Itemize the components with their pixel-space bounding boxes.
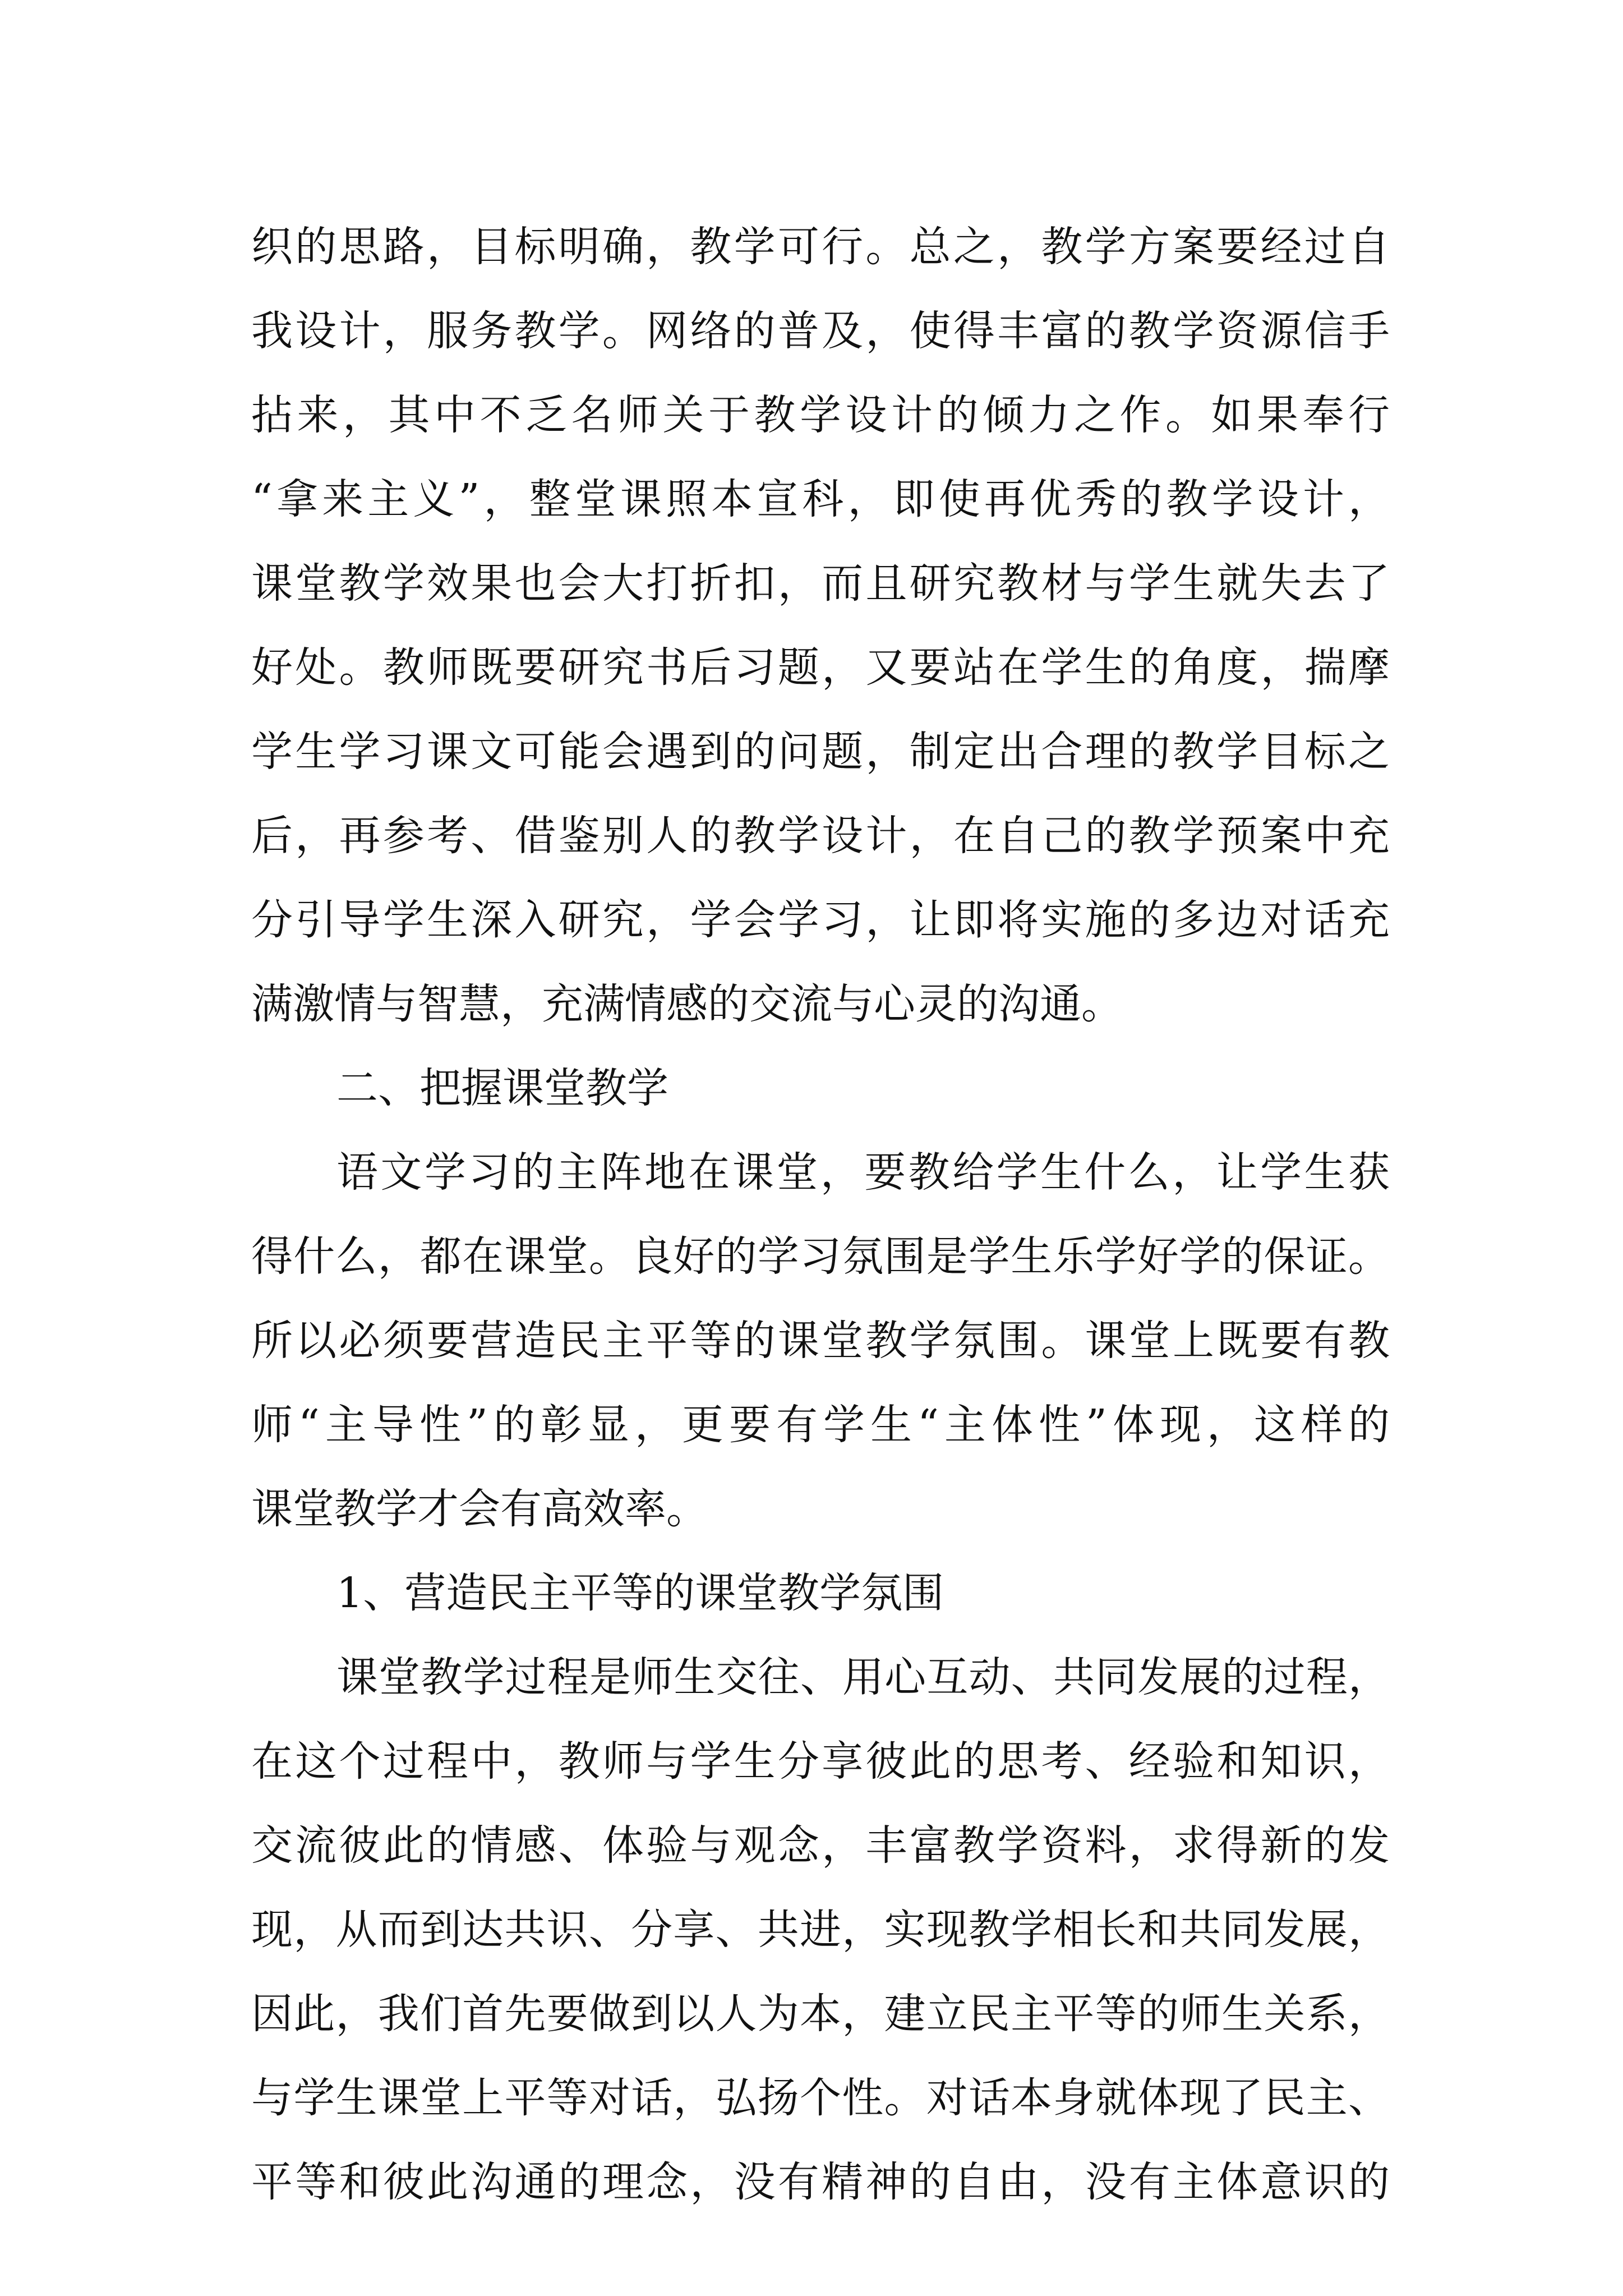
text-line-12: 语文学习的主阵地在课堂，要教给学生什么，让学生获: [336, 1148, 1390, 1197]
text-line-4: “拿来主义”，整堂课照本宣科，即使再优秀的教学设计，: [251, 475, 1390, 523]
subsection-heading: 1、营造民主平等的课堂教学氛围: [336, 1569, 944, 1617]
text-line-9: 分引导学生深入研究，学会学习，让即将实施的多边对话充: [251, 896, 1390, 944]
text-line-8: 后，再参考、借鉴别人的教学设计，在自己的教学预案中充: [251, 812, 1390, 860]
text-line-5: 课堂教学效果也会大打折扣，而且研究教材与学生就失去了: [251, 559, 1390, 608]
text-line-13: 得什么，都在课堂。良好的学习氛围是学生乐学好学的保证。: [251, 1232, 1390, 1281]
text-line-20: 交流彼此的情感、体验与观念，丰富教学资料，求得新的发: [251, 1821, 1390, 1870]
text-line-16: 课堂教学才会有高效率。: [251, 1485, 708, 1533]
text-line-23: 与学生课堂上平等对话，弘扬个性。对话本身就体现了民主、: [251, 2074, 1390, 2122]
text-line-2: 我设计，服务教学。网络的普及，使得丰富的教学资源信手: [251, 307, 1390, 355]
section-heading: 二、把握课堂教学: [336, 1064, 668, 1112]
text-line-10: 满激情与智慧，充满情感的交流与心灵的沟通。: [251, 980, 1123, 1028]
text-line-3: 拈来，其中不乏名师关于教学设计的倾力之作。如果奉行: [251, 391, 1390, 439]
text-line-6: 好处。教师既要研究书后习题，又要站在学生的角度，揣摩: [251, 643, 1390, 692]
text-line-18: 课堂教学过程是师生交往、用心互动、共同发展的过程，: [336, 1653, 1390, 1701]
text-line-15: 师“主导性”的彰显，更要有学生“主体性”体现，这样的: [251, 1401, 1390, 1449]
text-line-7: 学生学习课文可能会遇到的问题，制定出合理的教学目标之: [251, 728, 1390, 776]
text-line-21: 现，从而到达共识、分享、共进，实现教学相长和共同发展，: [251, 1906, 1390, 1954]
text-line-1: 织的思路，目标明确，教学可行。总之，教学方案要经过自: [251, 223, 1390, 271]
text-line-22: 因此，我们首先要做到以人为本，建立民主平等的师生关系，: [251, 1990, 1390, 2038]
text-line-14: 所以必须要营造民主平等的课堂教学氛围。课堂上既要有教: [251, 1317, 1390, 1365]
text-line-24: 平等和彼此沟通的理念，没有精神的自由，没有主体意识的: [251, 2158, 1390, 2206]
text-line-19: 在这个过程中，教师与学生分享彼此的思考、经验和知识，: [251, 1737, 1390, 1786]
